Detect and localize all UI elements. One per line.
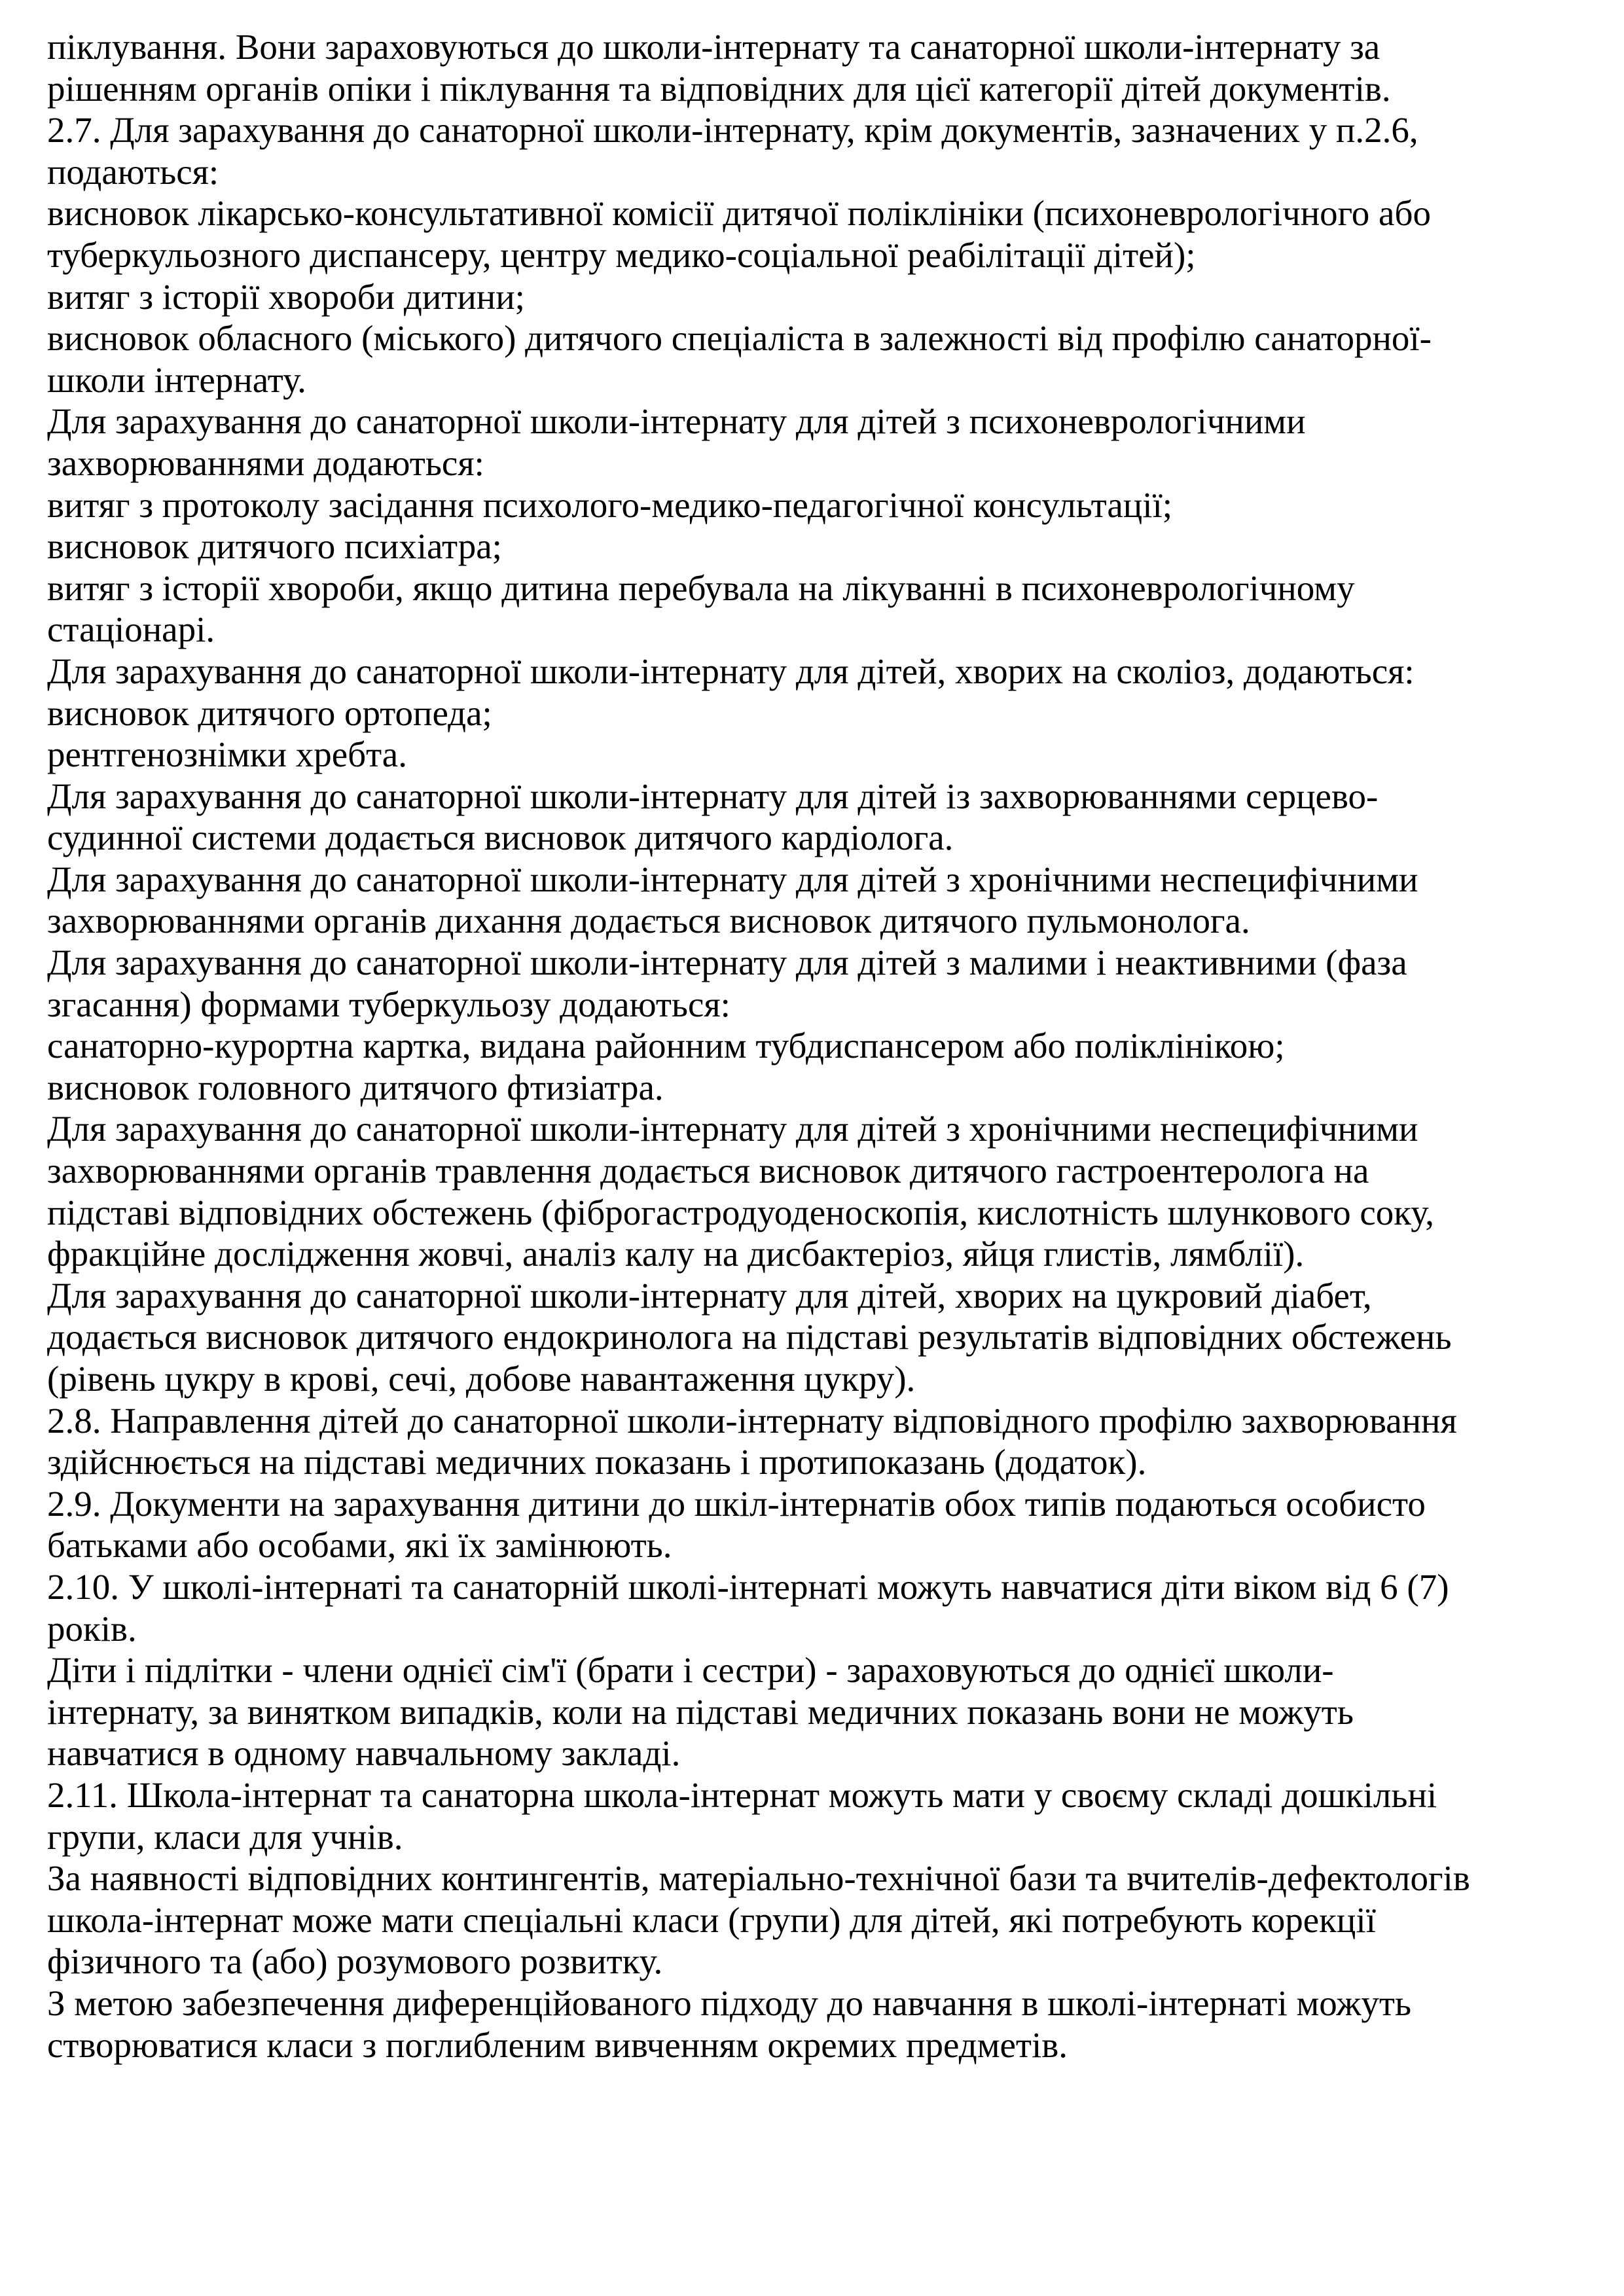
text-line: За наявності відповідних контингентів, матеріально-технічної бази та вчителів-дефектологів	[47, 1858, 1470, 1899]
text-line: Для зарахування до санаторної школи-інтернату для дітей з малими і неактивними (фаза	[47, 942, 1407, 983]
text-line: Діти і підлітки - члени однієї сім'ї (брати і сестри) - зараховуються до однієї школи-	[47, 1650, 1334, 1691]
text-line: рішенням органів опіки і піклування та відповідних для цієї категорії дітей документів.	[47, 68, 1391, 109]
text-line: додається висновок дитячого ендокринолога на підставі результатів відповідних обстежень	[47, 1317, 1452, 1357]
text-line: інтернату, за винятком випадків, коли на підставі медичних показань вони не можуть	[47, 1691, 1354, 1732]
document-page	[47, 26, 1592, 2066]
text-line: Для зарахування до санаторної школи-інтернату для дітей, хворих на сколіоз, додаються:	[47, 651, 1415, 691]
text-line: витяг з протоколу засідання психолого-медико-педагогічної консультації;	[47, 484, 1173, 525]
text-line: захворюваннями органів дихання додається висновок дитячого пульмонолога.	[47, 901, 1250, 941]
text-line: 2.7. Для зарахування до санаторної школи-інтернату, крім документів, зазначених у п.2.6,	[47, 110, 1418, 151]
text-line: навчатися в одному навчальному закладі.	[47, 1733, 681, 1774]
text-line: батьками або особами, які їх замінюють.	[47, 1525, 672, 1566]
text-line: санаторно-курортна картка, видана районним тубдиспансером або поліклінікою;	[47, 1026, 1285, 1066]
text-line: подаються:	[47, 151, 219, 192]
text-line: З метою забезпечення диференційованого підходу до навчання в школі-інтернаті можуть	[47, 1982, 1412, 2023]
text-line: Для зарахування до санаторної школи-інтернату для дітей, хворих на цукровий діабет,	[47, 1275, 1372, 1316]
text-line: 2.8. Направлення дітей до санаторної школи-інтернату відповідного профілю захворювання	[47, 1400, 1457, 1441]
text-line: 2.9. Документи на зарахування дитини до шкіл-інтернатів обох типів подаються особисто	[47, 1483, 1426, 1524]
text-line: судинної системи додається висновок дитячого кардіолога.	[47, 817, 954, 858]
text-line: 2.11. Школа-інтернат та санаторна школа-інтернат можуть мати у своєму складі дошкільні	[47, 1774, 1437, 1815]
text-line: захворюваннями органів травлення додається висновок дитячого гастроентеролога на	[47, 1151, 1369, 1191]
text-line: рентгенознімки хребта.	[47, 734, 407, 775]
text-line: створюватися класи з поглибленим вивченням окремих предметів.	[47, 2024, 1068, 2065]
text-line: групи, класи для учнів.	[47, 1816, 403, 1857]
text-line: висновок дитячого психіатра;	[47, 526, 502, 567]
text-line: школи інтернату.	[47, 359, 306, 400]
text-line: висновок головного дитячого фтизіатра.	[47, 1067, 664, 1107]
text-line: (рівень цукру в крові, сечі, добове навантаження цукру).	[47, 1359, 916, 1399]
text-line: Для зарахування до санаторної школи-інтернату для дітей із захворюваннями серцево-	[47, 776, 1379, 816]
text-line: захворюваннями додаються:	[47, 442, 484, 483]
text-line: Для зарахування до санаторної школи-інтернату для дітей з хронічними неспецифічними	[47, 859, 1418, 899]
text-line: років.	[47, 1608, 137, 1649]
text-line: висновок дитячого ортопеда;	[47, 692, 492, 733]
text-line: висновок лікарсько-консультативної комісії дитячої поліклініки (психоневрологічного або	[47, 193, 1431, 234]
text-line: стаціонарі.	[47, 609, 215, 650]
text-line: згасання) формами туберкульозу додаються:	[47, 984, 731, 1024]
text-line: фракційне дослідження жовчі, аналіз калу на дисбактеріоз, яйця глистів, лямблії).	[47, 1234, 1305, 1274]
text-line: Для зарахування до санаторної школи-інтернату для дітей з психоневрологічними	[47, 401, 1306, 442]
text-line: школа-інтернат може мати спеціальні класи (групи) для дітей, які потребують корекції	[47, 1899, 1376, 1940]
text-line: Для зарахування до санаторної школи-інтернату для дітей з хронічними неспецифічними	[47, 1109, 1418, 1149]
text-line: висновок обласного (міського) дитячого спеціаліста в залежності від профілю санаторної-	[47, 318, 1432, 359]
text-line: піклування. Вони зараховуються до школи-інтернату та санаторної школи-інтернату за	[47, 27, 1380, 67]
text-line: здійснюється на підставі медичних показань і протипоказань (додаток).	[47, 1442, 1147, 1482]
document-body	[47, 26, 1592, 2066]
text-line: підставі відповідних обстежень (фіброгастродуоденоскопія, кислотність шлункового соку,	[47, 1192, 1434, 1232]
text-line: витяг з історії хвороби дитини;	[47, 276, 525, 317]
text-line: витяг з історії хвороби, якщо дитина перебувала на лікуванні в психоневрологічному	[47, 567, 1355, 608]
text-line: фізичного та (або) розумового розвитку.	[47, 1941, 663, 1982]
text-line: туберкульозного диспансеру, центру медико-соціальної реабілітації дітей);	[47, 234, 1196, 275]
text-line: 2.10. У школі-інтернаті та санаторній школі-інтернаті можуть навчатися діти віком від 6 (7)	[47, 1566, 1449, 1607]
